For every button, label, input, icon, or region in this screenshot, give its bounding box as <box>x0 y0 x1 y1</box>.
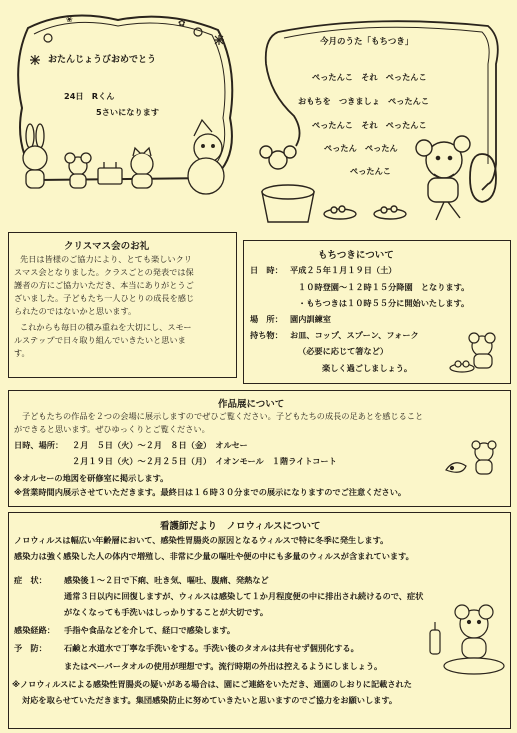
mochi-place-value: 園内訓練室 <box>290 314 331 324</box>
mochi-bring-note: （必要に応じて箸など） <box>298 346 389 356</box>
christmas-title: クリスマス会のお礼 <box>64 241 150 252</box>
birthday-title: おたんじょうびおめでとう <box>48 55 157 65</box>
nurse-symptom-label: 症 状： <box>14 575 47 585</box>
song-line-1: ぺったんこ それ ぺったんこ <box>312 72 427 82</box>
exhibition-line: ができると思います。ぜひゆっくりとご覧ください。 <box>14 424 210 434</box>
nurse-footer-2: 対応を取らせていただきます。集団感染防止に努めていきたいと思いますのでご協力をお願いします。 <box>22 695 398 705</box>
nurse-footer-1: ※ノロウィルスによる感染性胃腸炎の疑いがある場合は、園にご連絡をいただき、通園のしおりに記載された <box>12 679 412 689</box>
exhibition-schedule-2: ２月１９日（火）～２月２５日（月） イオンモール １階ライトコート <box>72 456 337 466</box>
exhibition-title: 作品展について <box>218 399 285 410</box>
mochi-date-value: 平成２５年１月１９日（土） <box>290 265 397 275</box>
christmas-line: 先日は皆様のご協力により、とても楽しいクリ <box>20 254 192 264</box>
mochi-time-1: １０時登園～１２時１５分降園 となります。 <box>298 282 470 292</box>
christmas-line: 護者の方にご協力いただき、本当にありがとうご <box>14 280 194 290</box>
exhibition-schedule-1: ２月 ５日（火）～２月 ８日（金） オルセー <box>72 440 248 450</box>
nurse-symptom-2: 通常３日以内に回復しますが、ウィルスは感染して１か月程度便の中に排出され続けるので、症状 <box>64 591 424 601</box>
birthday-name: 24日 Rくん <box>64 91 115 101</box>
nurse-prevent-2: またはペーパータオルの使用が理想です。流行時期の外出は控えるようにしましょう。 <box>64 661 383 671</box>
nurse-intro-2: 感染力は強く感染した人の体内で増殖し、非常に少量の嘔吐や便の中にも多量のウィルスが含まれています。 <box>14 551 414 561</box>
mochi-closing: 楽しく過ごしましょう。 <box>322 363 413 373</box>
christmas-line: す。 <box>14 348 30 358</box>
exhibition-note-2: ※営業時間内展示させていただきます。最終日は１６時３０分までの展示になりますのでご注意ください。 <box>14 487 407 497</box>
nurse-prevent-label: 予 防： <box>14 643 47 653</box>
svg-text:✿: ✿ <box>178 19 186 29</box>
art-illustration <box>440 440 506 482</box>
mochi-date-label: 日 時： <box>250 265 283 275</box>
mochi-place-label: 場 所： <box>250 314 283 324</box>
nurse-title: 看護師だより ノロウィルスについて <box>160 521 321 532</box>
song-line-5: ぺったんこ <box>350 166 391 176</box>
christmas-line: これからも毎日の積み重ねを大切にし、スモー <box>20 322 192 332</box>
christmas-line: ルステップで日々取り組んでいきたいと思いま <box>14 335 186 345</box>
song-line-4: ぺったん ぺったん <box>324 143 398 153</box>
christmas-line: られたのではないかと思います。 <box>14 306 137 316</box>
nurse-symptom-1: 感染後１～２日で下痢、吐き気、嘔吐、腹痛、発熱など <box>64 575 269 585</box>
nurse-symptom-3: がなくなっても手洗いはしっかりすることが大切です。 <box>64 607 269 617</box>
exhibition-note-1: ※オルセーの地図を研修室に掲示します。 <box>14 473 169 483</box>
nurse-intro-1: ノロウィルスは幅広い年齢層において、感染性胃腸炎の原因となるウィルスで特に冬季に発生します。 <box>14 535 389 545</box>
exhibition-line: 子どもたちの作品を２つの会場に展示しますのでぜひご覧ください。子どもたちの成長の足あとを感じること <box>22 411 424 421</box>
mochi-eating-illustration <box>448 330 508 378</box>
mochi-bring-value: お皿、コップ、スプーン、フォーク <box>290 330 419 340</box>
birthday-age: 5さいになります <box>96 107 160 117</box>
christmas-line: スマス会となりました。クラスごとの発表では保 <box>14 267 194 277</box>
svg-text:❀: ❀ <box>66 15 73 24</box>
mochi-time-2: ・もちつきは１０時５５分に開始いたします。 <box>298 298 470 308</box>
christmas-line: ざいました。子どもたち一人ひとりの成長を感じ <box>14 293 195 303</box>
mochi-bring-label: 持ち物： <box>250 330 283 340</box>
song-title: 今月のうた「もちつき」 <box>320 37 414 47</box>
song-line-2: おもちを つきましょ ぺったんこ <box>298 96 430 106</box>
mochi-pounding-illustration <box>248 130 510 230</box>
exhibition-schedule-label: 日時、場所： <box>14 440 64 450</box>
nurse-route-label: 感染経路： <box>14 625 55 635</box>
handwashing-illustration <box>424 600 506 680</box>
nurse-prevent-1: 石鹸と水道水で丁寧な手洗いをする。手洗い後のタオルは共有せず個別化する。 <box>64 643 359 653</box>
mochi-title: もちつきについて <box>318 250 394 261</box>
birthday-characters-illustration <box>18 118 238 198</box>
song-line-3: ぺったんこ それ ぺったんこ <box>312 120 427 130</box>
nurse-route-value: 手指や食品などを介して、経口で感染します。 <box>64 625 236 635</box>
